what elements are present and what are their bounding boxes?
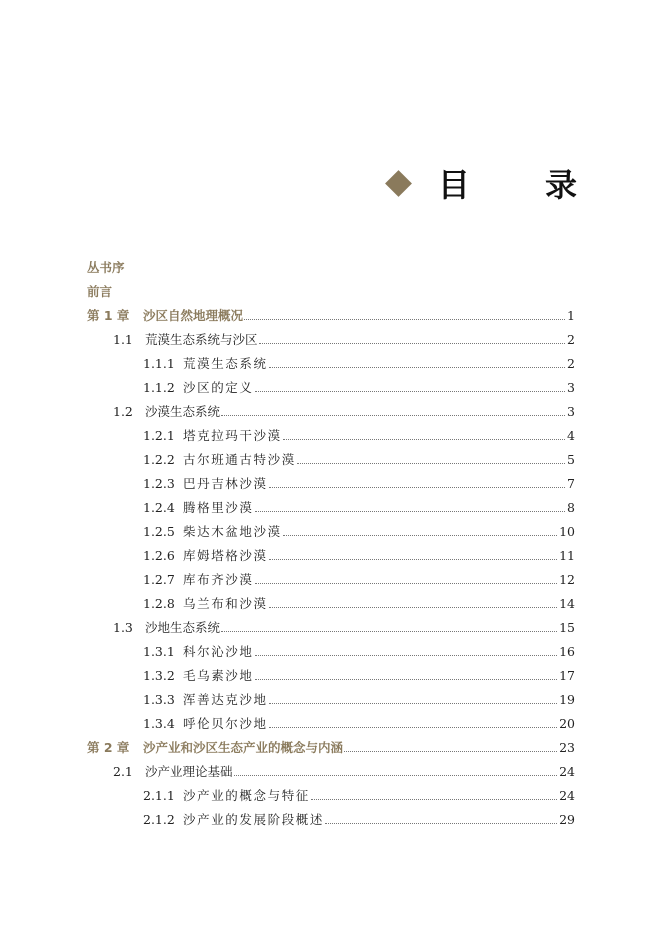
toc-section-entry[interactable] [87, 352, 575, 376]
toc-page-number: 20 [559, 716, 575, 731]
toc-entry-number: 1.1.2 [143, 380, 175, 395]
toc-entry-label: 沙产业理论基础 [145, 764, 233, 779]
dot-leader [255, 391, 566, 392]
toc-entry-number: 2.1.2 [143, 812, 175, 827]
toc-page-number: 7 [567, 476, 575, 491]
toc-section-entry[interactable] [87, 712, 575, 736]
toc-page-number: 4 [567, 428, 575, 443]
toc-entry-label: 古尔班通古特沙漠 [183, 452, 296, 467]
toc-section-entry[interactable] [87, 400, 575, 424]
toc-entry-number: 1.2.5 [143, 524, 175, 539]
toc-entry-label: 沙产业和沙区生态产业的概念与内涵 [143, 740, 344, 755]
toc-entry-number: 1.2.4 [143, 500, 175, 515]
dot-leader [344, 751, 557, 752]
dot-leader [269, 559, 557, 560]
toc-front-matter-item[interactable] [87, 280, 575, 304]
toc-entry-number: 2.1.1 [143, 788, 175, 803]
table-of-contents [87, 256, 575, 832]
toc-chapter-entry[interactable] [87, 736, 575, 760]
toc-chapter-entry[interactable] [87, 304, 575, 328]
dot-leader [244, 319, 565, 320]
toc-entry-number: 1.2.3 [143, 476, 175, 491]
toc-front-matter-item[interactable] [87, 256, 575, 280]
toc-section-entry[interactable] [87, 592, 575, 616]
toc-entry-label: 浑善达克沙地 [183, 692, 268, 707]
toc-entry-label: 前言 [87, 284, 113, 299]
toc-page-number: 23 [559, 740, 575, 755]
dot-leader [283, 439, 565, 440]
dot-leader [234, 775, 558, 776]
toc-entry-number: 1.2.2 [143, 452, 175, 467]
toc-entry-label: 沙漠生态系统 [145, 404, 221, 419]
toc-entry-number: 1.1 [113, 332, 133, 347]
dot-leader [297, 463, 565, 464]
dot-leader [269, 487, 565, 488]
toc-entry-number: 第 2 章 [87, 740, 130, 755]
toc-page-number: 29 [559, 812, 575, 827]
toc-page-number: 3 [567, 380, 575, 395]
toc-entry-number: 1.1.1 [143, 356, 175, 371]
diamond-icon [385, 170, 412, 197]
toc-entry-number: 第 1 章 [87, 308, 130, 323]
toc-section-entry[interactable] [87, 616, 575, 640]
dot-leader [269, 703, 557, 704]
toc-section-entry[interactable] [87, 520, 575, 544]
toc-page-number: 24 [559, 788, 575, 803]
dot-leader [269, 727, 557, 728]
toc-section-entry[interactable] [87, 424, 575, 448]
toc-section-entry[interactable] [87, 688, 575, 712]
toc-page-number: 5 [567, 452, 575, 467]
dot-leader [255, 655, 558, 656]
toc-entry-number: 1.3.2 [143, 668, 175, 683]
toc-section-entry[interactable] [87, 496, 575, 520]
toc-entry-label: 腾格里沙漠 [183, 500, 254, 515]
toc-entry-label: 荒漠生态系统 [183, 356, 268, 371]
toc-entry-number: 1.2.7 [143, 572, 175, 587]
toc-section-entry[interactable] [87, 448, 575, 472]
toc-page-number: 19 [559, 692, 575, 707]
toc-section-entry[interactable] [87, 472, 575, 496]
toc-entry-label: 沙区的定义 [183, 380, 254, 395]
toc-section-entry[interactable] [87, 568, 575, 592]
toc-entry-number: 1.3.1 [143, 644, 175, 659]
toc-entry-label: 沙产业的发展阶段概述 [183, 812, 325, 827]
toc-page-number: 8 [567, 500, 575, 515]
toc-section-entry[interactable] [87, 664, 575, 688]
dot-leader [255, 583, 558, 584]
toc-entry-label: 呼伦贝尔沙地 [183, 716, 268, 731]
toc-entry-label: 毛乌素沙地 [183, 668, 254, 683]
toc-entry-label: 塔克拉玛干沙漠 [183, 428, 282, 443]
toc-entry-label: 库姆塔格沙漠 [183, 548, 268, 563]
toc-page-number: 17 [559, 668, 575, 683]
dot-leader [255, 679, 558, 680]
toc-page-number: 24 [559, 764, 575, 779]
toc-entry-number: 1.2.6 [143, 548, 175, 563]
toc-entry-label: 库布齐沙漠 [183, 572, 254, 587]
toc-page-number: 11 [559, 548, 575, 563]
toc-entry-label: 沙地生态系统 [145, 620, 221, 635]
toc-section-entry[interactable] [87, 544, 575, 568]
toc-entry-label: 乌兰布和沙漠 [183, 596, 268, 611]
dot-leader [259, 343, 566, 344]
toc-page-number: 16 [559, 644, 575, 659]
toc-entry-label: 沙产业的概念与特征 [183, 788, 310, 803]
dot-leader [221, 631, 557, 632]
toc-entry-label: 丛书序 [87, 260, 125, 275]
toc-page-number: 2 [567, 332, 575, 347]
toc-section-entry[interactable] [87, 328, 575, 352]
toc-entry-label: 科尔沁沙地 [183, 644, 254, 659]
toc-entry-label: 沙区自然地理概况 [143, 308, 244, 323]
toc-page-number: 14 [559, 596, 575, 611]
toc-page-number: 2 [567, 356, 575, 371]
toc-entry-number: 1.3.3 [143, 692, 175, 707]
toc-section-entry[interactable] [87, 808, 575, 832]
toc-entry-number: 2.1 [113, 764, 133, 779]
toc-heading [389, 160, 609, 206]
toc-section-entry[interactable] [87, 376, 575, 400]
toc-page-number: 15 [559, 620, 575, 635]
toc-section-entry[interactable] [87, 640, 575, 664]
toc-section-entry[interactable] [87, 760, 575, 784]
toc-entry-number: 1.3.4 [143, 716, 175, 731]
toc-entry-label: 柴达木盆地沙漠 [183, 524, 282, 539]
toc-page-number: 12 [559, 572, 575, 587]
toc-entry-label: 巴丹吉林沙漠 [183, 476, 268, 491]
dot-leader [311, 799, 557, 800]
toc-page-number: 3 [567, 404, 575, 419]
toc-page-number: 1 [567, 308, 575, 323]
dot-leader [269, 607, 557, 608]
toc-page-number: 10 [559, 524, 575, 539]
dot-leader [221, 415, 565, 416]
toc-entry-number: 1.2.8 [143, 596, 175, 611]
toc-section-entry[interactable] [87, 784, 575, 808]
toc-entry-number: 1.3 [113, 620, 133, 635]
dot-leader [269, 367, 565, 368]
toc-entry-number: 1.2.1 [143, 428, 175, 443]
dot-leader [255, 511, 566, 512]
dot-leader [283, 535, 557, 536]
toc-entry-number: 1.2 [113, 404, 133, 419]
page-title: 目 录 [437, 166, 609, 204]
dot-leader [325, 823, 557, 824]
toc-entry-label: 荒漠生态系统与沙区 [145, 332, 258, 347]
